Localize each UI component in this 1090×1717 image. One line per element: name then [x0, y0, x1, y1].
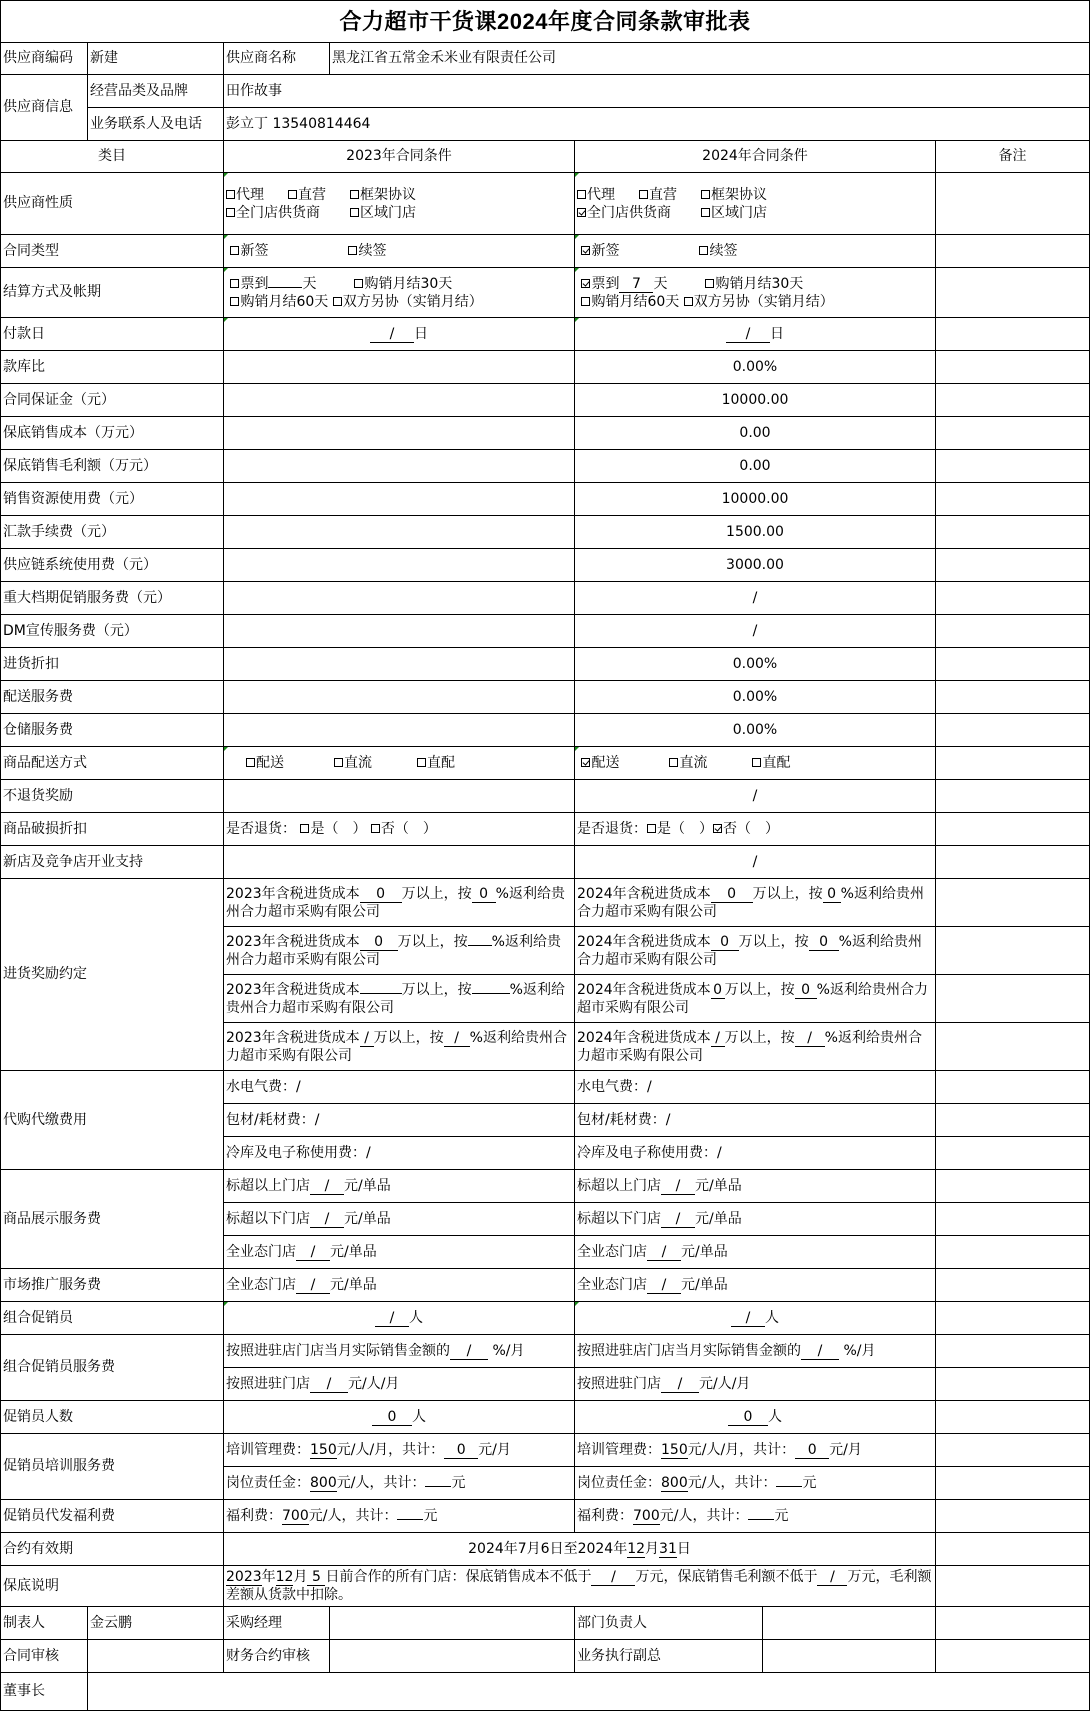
remark-cell[interactable]	[936, 714, 1090, 747]
rebate-2023-3[interactable]: 2023年含税进货成本 万以上，按 %返利给贵州合力超市采购有限公司	[224, 975, 575, 1023]
remark-cell[interactable]	[936, 1137, 1090, 1170]
remark-cell[interactable]	[936, 549, 1090, 582]
remark-cell[interactable]	[936, 846, 1090, 879]
settle-2024: 票到 7 天 购销月结30天 购销月结60天 双方另协（实销月结）	[575, 268, 936, 318]
checkbox[interactable]	[300, 824, 309, 833]
checkbox[interactable]	[647, 824, 656, 833]
rebate-2024-1[interactable]: 2024年含税进货成本 0 万以上，按 0 %返利给贵州合力超市采购有限公司	[575, 879, 936, 927]
proxy-2024-water[interactable]: 水电气费：/	[575, 1071, 936, 1104]
remark-cell[interactable]	[936, 351, 1090, 384]
checkbox-checked[interactable]	[581, 758, 590, 767]
value-2023[interactable]	[224, 780, 575, 813]
supplier-name-value[interactable]: 黑龙江省五常金禾米业有限责任公司	[330, 43, 1090, 75]
remark-cell[interactable]	[936, 879, 1090, 927]
remark-cell[interactable]	[936, 1500, 1090, 1533]
value-2023[interactable]	[224, 681, 575, 714]
welfare-2023[interactable]: 福利费：700元/人，共计： 元	[224, 1500, 575, 1533]
value-2023[interactable]	[224, 549, 575, 582]
remark-cell[interactable]	[936, 384, 1090, 417]
group-fee-2023-store[interactable]: 按照进驻门店 / 元/人/月	[224, 1368, 575, 1401]
checkbox[interactable]	[639, 190, 648, 199]
remark-cell[interactable]	[936, 1401, 1090, 1434]
damage-2024: 是否退货： 是（ ） 否（ ）	[575, 813, 936, 846]
row-label-training: 促销员培训服务费	[1, 1434, 224, 1500]
pay-day-2023[interactable]: / 日	[224, 318, 575, 351]
row-label: 配送服务费	[1, 681, 224, 714]
remark-cell[interactable]	[936, 1236, 1090, 1269]
training-2024[interactable]: 培训管理费：150元/人/月，共计： 0 元/月	[575, 1434, 936, 1467]
display-2024-above[interactable]: 标超以上门店 / 元/单品	[575, 1170, 936, 1203]
value-2023[interactable]	[224, 846, 575, 879]
checkbox[interactable]	[350, 208, 359, 217]
buyer-sign[interactable]	[330, 1607, 575, 1640]
remark-cell[interactable]	[936, 681, 1090, 714]
value-2024[interactable]: /	[575, 615, 936, 648]
checkbox[interactable]	[333, 297, 342, 306]
row-label-promoter-count: 促销员人数	[1, 1401, 224, 1434]
nature-2023: 代理 直营 框架协议 全门店供货商 区域门店	[224, 173, 575, 235]
market-2024[interactable]: 全业态门店 / 元/单品	[575, 1269, 936, 1302]
brand-label: 经营品类及品牌	[88, 75, 224, 108]
row-label: 新店及竞争店开业支持	[1, 846, 224, 879]
rebate-2024-3[interactable]: 2024年含税进货成本 0 万以上，按 0 %返利给贵州合力超市采购有限公司	[575, 975, 936, 1023]
value-2024[interactable]: 0.00%	[575, 714, 936, 747]
value-2023[interactable]	[224, 483, 575, 516]
rebate-2023-4[interactable]: 2023年含税进货成本 / 万以上，按 / %返利给贵州合力超市采购有限公司	[224, 1023, 575, 1071]
remark-cell[interactable]	[936, 268, 1090, 318]
promoter-count-2023[interactable]: 0 人	[224, 1401, 575, 1434]
page-title: 合力超市干货课2024年度合同条款审批表	[1, 1, 1090, 43]
remark-cell[interactable]	[936, 582, 1090, 615]
checkbox[interactable]	[669, 758, 678, 767]
checkbox[interactable]	[350, 190, 359, 199]
checkbox[interactable]	[701, 208, 710, 217]
contact-label: 业务联系人及电话	[88, 108, 224, 141]
row-label-welfare: 促销员代发福利费	[1, 1500, 224, 1533]
remark-cell[interactable]	[936, 1269, 1090, 1302]
value-2023[interactable]	[224, 417, 575, 450]
remark-cell[interactable]	[936, 927, 1090, 975]
review-sign[interactable]	[88, 1640, 224, 1673]
remark-cell[interactable]	[936, 1071, 1090, 1104]
row-label: 保底销售成本（万元）	[1, 417, 224, 450]
checkbox-checked[interactable]	[713, 824, 722, 833]
row-label-contract-type: 合同类型	[1, 235, 224, 268]
remark-cell[interactable]	[936, 1566, 1090, 1607]
value-2023[interactable]	[224, 516, 575, 549]
remark-cell[interactable]	[936, 1203, 1090, 1236]
row-label-nature: 供应商性质	[1, 173, 224, 235]
row-label-validity: 合约有效期	[1, 1533, 224, 1566]
value-2023[interactable]	[224, 351, 575, 384]
value-2023[interactable]	[224, 450, 575, 483]
row-label-group: 组合促销员	[1, 1302, 224, 1335]
contract-type-2023: 新签 续签	[224, 235, 575, 268]
group-fee-2024-store[interactable]: 按照进驻门店 / 元/人/月	[575, 1368, 936, 1401]
row-label: 汇款手续费（元）	[1, 516, 224, 549]
chairman-sign[interactable]	[88, 1673, 1090, 1711]
checkbox[interactable]	[581, 297, 590, 306]
display-2023-below[interactable]: 标超以下门店 / 元/单品	[224, 1203, 575, 1236]
row-label: 供应链系统使用费（元）	[1, 549, 224, 582]
checkbox[interactable]	[684, 297, 693, 306]
value-2023[interactable]	[224, 615, 575, 648]
rebate-2024-2[interactable]: 2024年含税进货成本 0 万以上，按 0 %返利给贵州合力超市采购有限公司	[575, 927, 936, 975]
remark-cell[interactable]	[936, 780, 1090, 813]
checkbox-checked[interactable]	[581, 246, 590, 255]
checkbox-checked[interactable]	[581, 279, 590, 288]
remark-cell[interactable]	[936, 483, 1090, 516]
vp-label: 业务执行副总	[575, 1640, 763, 1673]
remark-cell[interactable]	[936, 173, 1090, 235]
market-2023[interactable]: 全业态门店 / 元/单品	[224, 1269, 575, 1302]
remark-cell[interactable]	[936, 235, 1090, 268]
group-fee-2024-pct[interactable]: 按照进驻店门店当月实际销售金额的 / %/月	[575, 1335, 936, 1368]
buyer-label: 采购经理	[224, 1607, 330, 1640]
value-2024[interactable]: 0.00%	[575, 681, 936, 714]
review-label: 合同审核	[1, 1640, 88, 1673]
display-2024-all[interactable]: 全业态门店 / 元/单品	[575, 1236, 936, 1269]
rebate-2023-2[interactable]: 2023年含税进货成本 0 万以上，按 %返利给贵州合力超市采购有限公司	[224, 927, 575, 975]
group-2023[interactable]: / 人	[224, 1302, 575, 1335]
row-label-settle: 结算方式及帐期	[1, 268, 224, 318]
row-label: 款库比	[1, 351, 224, 384]
row-label-proxy: 代购代缴费用	[1, 1071, 224, 1170]
brand-value[interactable]: 田作故事	[224, 75, 1090, 108]
duty-2024[interactable]: 岗位责任金：800元/人，共计： 元	[575, 1467, 936, 1500]
row-label-rebate: 进货奖励约定	[1, 879, 224, 1071]
checkbox[interactable]	[371, 824, 380, 833]
value-2024[interactable]: /	[575, 846, 936, 879]
maker-name[interactable]: 金云鹏	[88, 1607, 224, 1640]
supplier-name-label: 供应商名称	[224, 43, 330, 75]
checkbox[interactable]	[246, 758, 255, 767]
contract-type-2024: 新签 续签	[575, 235, 936, 268]
duty-2023[interactable]: 岗位责任金：800元/人，共计： 元	[224, 1467, 575, 1500]
group-2024[interactable]: / 人	[575, 1302, 936, 1335]
row-label-damage: 商品破损折扣	[1, 813, 224, 846]
finance-label: 财务合约审核	[224, 1640, 330, 1673]
remark-cell[interactable]	[936, 1434, 1090, 1467]
remark-cell[interactable]	[936, 615, 1090, 648]
delivery-mode-2024: 配送 直流 直配	[575, 747, 936, 780]
checkbox[interactable]	[226, 190, 235, 199]
training-2023[interactable]: 培训管理费：150元/人/月，共计： 0 元/月	[224, 1434, 575, 1467]
checkbox[interactable]	[699, 246, 708, 255]
remark-cell[interactable]	[936, 813, 1090, 846]
supplier-info-label: 供应商信息	[1, 75, 88, 141]
guarantee-value[interactable]: 2023年12月 5 日前合作的所有门店：保底销售成本不低于 / 万元，保底销售毛利额不低于 / 万元，毛利额差额从货款中扣除。	[224, 1566, 936, 1607]
group-fee-2023-pct[interactable]: 按照进驻店门店当月实际销售金额的 / %/月	[224, 1335, 575, 1368]
checkbox[interactable]	[752, 758, 761, 767]
damage-2023: 是否退货： 是（ ） 否（ ）	[224, 813, 575, 846]
remark-cell[interactable]	[936, 1170, 1090, 1203]
value-2024[interactable]: 0.00	[575, 450, 936, 483]
remark-cell[interactable]	[936, 1533, 1090, 1566]
checkbox[interactable]	[230, 246, 239, 255]
remark-cell[interactable]	[936, 1335, 1090, 1368]
supplier-code-value[interactable]: 新建	[88, 43, 224, 75]
checkbox[interactable]	[417, 758, 426, 767]
proxy-2023-cold[interactable]: 冷库及电子称使用费：/	[224, 1137, 575, 1170]
value-2023[interactable]	[224, 582, 575, 615]
supplier-code-label: 供应商编码	[1, 43, 88, 75]
row-label: DM宣传服务费（元）	[1, 615, 224, 648]
row-label: 进货折扣	[1, 648, 224, 681]
vp-sign[interactable]	[763, 1640, 936, 1673]
row-label-pay-day: 付款日	[1, 318, 224, 351]
sign-blank[interactable]	[936, 1607, 1090, 1640]
header-2024: 2024年合同条件	[575, 141, 936, 173]
checkbox[interactable]	[288, 190, 297, 199]
header-remark: 备注	[936, 141, 1090, 173]
chairman-label: 董事长	[1, 1673, 88, 1711]
settle-2023: 票到 天 购销月结30天 购销月结60天 双方另协（实销月结）	[224, 268, 575, 318]
remark-cell[interactable]	[936, 1467, 1090, 1500]
validity-value[interactable]: 2024年7月6日至2024年12月31日	[224, 1533, 936, 1566]
value-2024[interactable]: /	[575, 582, 936, 615]
value-2024[interactable]: 1500.00	[575, 516, 936, 549]
row-label: 保底销售毛利额（万元）	[1, 450, 224, 483]
delivery-mode-2023: 配送 直流 直配	[224, 747, 575, 780]
value-2024[interactable]: 0.00%	[575, 351, 936, 384]
checkbox[interactable]	[701, 190, 710, 199]
row-label: 重大档期促销服务费（元）	[1, 582, 224, 615]
remark-cell[interactable]	[936, 1023, 1090, 1071]
checkbox[interactable]	[354, 279, 363, 288]
remark-cell[interactable]	[936, 318, 1090, 351]
remark-cell[interactable]	[936, 1302, 1090, 1335]
value-2024[interactable]: /	[575, 780, 936, 813]
header-category: 类目	[1, 141, 224, 173]
value-2023[interactable]	[224, 648, 575, 681]
row-label-display: 商品展示服务费	[1, 1170, 224, 1269]
value-2023[interactable]	[224, 714, 575, 747]
remark-cell[interactable]	[936, 1368, 1090, 1401]
checkbox[interactable]	[705, 279, 714, 288]
finance-sign[interactable]	[330, 1640, 575, 1673]
display-2023-all[interactable]: 全业态门店 / 元/单品	[224, 1236, 575, 1269]
checkbox[interactable]	[230, 297, 239, 306]
remark-cell[interactable]	[936, 450, 1090, 483]
row-label-market: 市场推广服务费	[1, 1269, 224, 1302]
row-label: 合同保证金（元）	[1, 384, 224, 417]
value-2023[interactable]	[224, 384, 575, 417]
row-label: 仓储服务费	[1, 714, 224, 747]
checkbox[interactable]	[577, 190, 586, 199]
nature-2024: 代理 直营 框架协议 全门店供货商 区域门店	[575, 173, 936, 235]
checkbox[interactable]	[230, 279, 239, 288]
proxy-2024-cold[interactable]: 冷库及电子称使用费：/	[575, 1137, 936, 1170]
rebate-2024-4[interactable]: 2024年含税进货成本 / 万以上，按 / %返利给贵州合力超市采购有限公司	[575, 1023, 936, 1071]
checkbox[interactable]	[348, 246, 357, 255]
row-label-group-fee: 组合促销员服务费	[1, 1335, 224, 1401]
row-label-guarantee: 保底说明	[1, 1566, 224, 1607]
value-2024[interactable]: 10000.00	[575, 384, 936, 417]
row-label: 销售资源使用费（元）	[1, 483, 224, 516]
value-2024[interactable]: 10000.00	[575, 483, 936, 516]
proxy-2023-water[interactable]: 水电气费：/	[224, 1071, 575, 1104]
welfare-2024[interactable]: 福利费：700元/人，共计： 元	[575, 1500, 936, 1533]
rebate-2023-1[interactable]: 2023年含税进货成本 0 万以上，按 0 %返利给贵州合力超市采购有限公司	[224, 879, 575, 927]
promoter-count-2024[interactable]: 0 人	[575, 1401, 936, 1434]
value-2024[interactable]: 0.00	[575, 417, 936, 450]
proxy-2024-pack[interactable]: 包材/耗材费：/	[575, 1104, 936, 1137]
remark-cell[interactable]	[936, 516, 1090, 549]
sign-blank[interactable]	[936, 1640, 1090, 1673]
display-2024-below[interactable]: 标超以下门店 / 元/单品	[575, 1203, 936, 1236]
checkbox[interactable]	[334, 758, 343, 767]
header-2023: 2023年合同条件	[224, 141, 575, 173]
display-2023-above[interactable]: 标超以上门店 / 元/单品	[224, 1170, 575, 1203]
pay-day-2024[interactable]: / 日	[575, 318, 936, 351]
maker-label: 制表人	[1, 1607, 88, 1640]
row-label-delivery-mode: 商品配送方式	[1, 747, 224, 780]
proxy-2023-pack[interactable]: 包材/耗材费：/	[224, 1104, 575, 1137]
value-2024[interactable]: 3000.00	[575, 549, 936, 582]
dept-sign[interactable]	[763, 1607, 936, 1640]
row-label: 不退货奖励	[1, 780, 224, 813]
remark-cell[interactable]	[936, 648, 1090, 681]
checkbox-checked[interactable]	[577, 208, 586, 217]
remark-cell[interactable]	[936, 417, 1090, 450]
checkbox[interactable]	[226, 208, 235, 217]
remark-cell[interactable]	[936, 975, 1090, 1023]
dept-label: 部门负责人	[575, 1607, 763, 1640]
remark-cell[interactable]	[936, 1104, 1090, 1137]
remark-cell[interactable]	[936, 747, 1090, 780]
value-2024[interactable]: 0.00%	[575, 648, 936, 681]
contact-value[interactable]: 彭立丁 13540814464	[224, 108, 1090, 141]
